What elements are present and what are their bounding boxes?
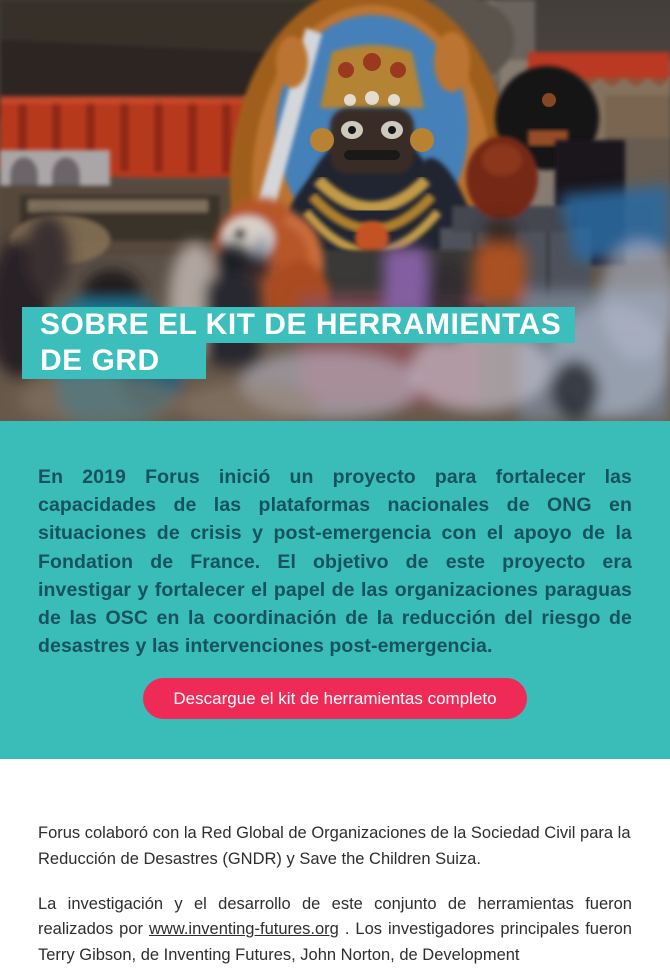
research-paragraph-text-2: . Los investigadores principales fueron Terry Gibson, de Inventing Futures, John Norton, de Development	[38, 920, 632, 964]
research-paragraph-text-1: La investigación y el desarrollo de este conjunto de herramientas fueron realizados por	[38, 895, 632, 939]
intro-section	[0, 421, 670, 759]
page-title	[22, 307, 575, 379]
intro-paragraph: En 2019 Forus inició un proyecto para fortalecer las capacidades de las plataformas nacionales de ONG en situaciones de crisis y post-emergencia con el apoyo de la Fondation de France. El objetivo de este proyecto era investigar y fortalecer el papel de las organizaciones paraguas de las OSC en la coordinación de la reducción del riesgo de desastres y las intervenciones post-emergencia.	[38, 466, 632, 658]
button-row	[38, 678, 632, 719]
page-title-line2: DE GRD	[22, 343, 206, 379]
download-toolkit-button[interactable]: Descargue el kit de herramientas completo	[143, 678, 526, 719]
page-title-line1: SOBRE EL KIT DE HERRAMIENTAS	[22, 307, 575, 343]
inventing-futures-link[interactable]: www.inventing-futures.org	[149, 920, 339, 939]
hero-section	[0, 0, 670, 421]
details-section	[0, 759, 670, 967]
collaboration-paragraph: Forus colaboró con la Red Global de Organizaciones de la Sociedad Civil para la Reducción de Desastres (GNDR) y Save the Children Suiza.	[38, 824, 631, 868]
